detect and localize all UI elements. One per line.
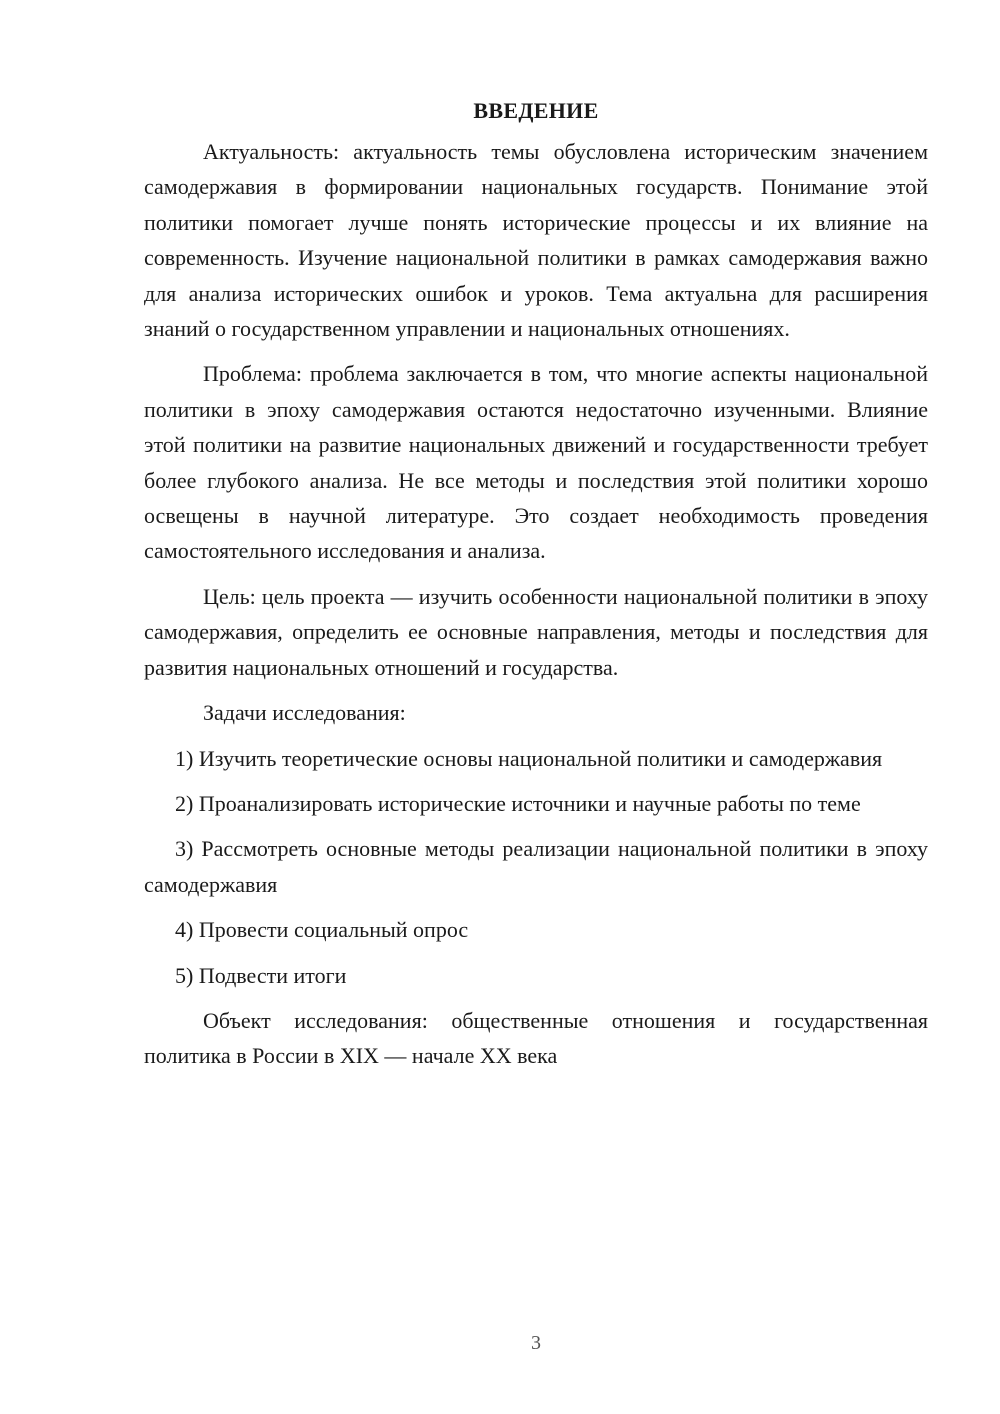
paragraph-problem: Проблема: проблема заключается в том, что многие аспекты национальной политики в эпоху самодержавия остаются недостаточно изученными. Влияние этой политики на развитие национальных движений и государственности требует более глубокого анализа. Не все методы и последствия этой политики хорошо освещены в научной литературе. Это создает необходимость проведения самостоятельного исследования и анализа. — [144, 361, 928, 564]
task-item: 1) Изучить теоретические основы национальной политики и самодержавия — [175, 745, 883, 771]
task-item: 2) Проанализировать исторические источники и научные работы по теме — [175, 790, 861, 816]
task-item: 5) Подвести итоги — [175, 962, 347, 988]
paragraph-goal: Цель: цель проекта — изучить особенности национальной политики в эпоху самодержавия, определить ее основные направления, методы и последствия для развития национальных отношений и государства. — [144, 583, 928, 680]
task-item: 4) Провести социальный опрос — [175, 917, 469, 943]
paragraph-relevance: Актуальность: актуальность темы обусловлена историческим значением самодержавия в формировании национальных государств. Понимание этой политики помогает лучше понять исторические процессы и их влияние на современность. Изучение национальной политики в рамках самодержавия важно для анализа исторических ошибок и уроков. Тема актуальна для расширения знаний о государственном управлении и национальных отношениях. — [144, 139, 928, 342]
tasks-title: Задачи исследования: — [203, 700, 406, 726]
paragraph-object: Объект исследования: общественные отношения и государственная политика в России в XIX — начале XX века — [144, 1007, 928, 1069]
page-number: 3 — [531, 1332, 541, 1354]
task-item: 3) Рассмотреть основные методы реализации национальной политики в эпоху самодержавия — [144, 836, 928, 897]
document-page — [144, 96, 928, 1084]
tasks-list — [144, 741, 928, 993]
section-heading: ВВЕДЕНИЕ — [473, 98, 599, 123]
